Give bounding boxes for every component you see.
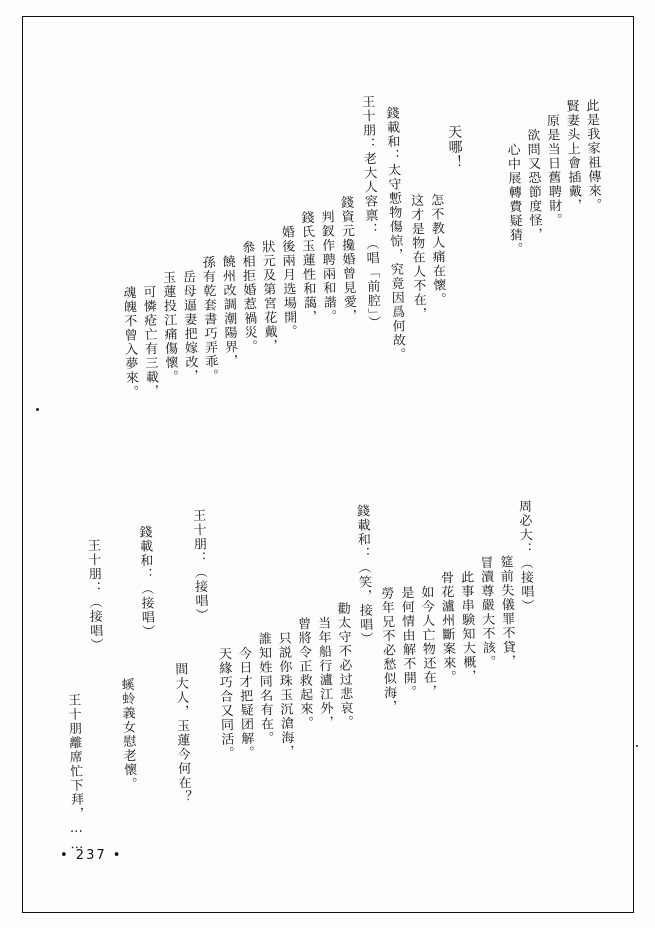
speaker-name: 王十朋： bbox=[189, 508, 207, 566]
speaker-name: 周必大： bbox=[515, 499, 533, 557]
speaker-text: （接唱） bbox=[86, 595, 103, 653]
verse-line: 是何情由解不開。 bbox=[398, 585, 417, 700]
verse-line: 心中展轉費疑猜。 bbox=[504, 142, 523, 257]
verse-line: 欲問又恐節度怪， bbox=[524, 128, 543, 243]
speaker-text: 太守慙物傷惊，究竟因爲何故。 bbox=[384, 162, 406, 362]
verse-line: 勞年兄不必愁似海， bbox=[378, 586, 397, 715]
verse-line: 饒州改調潮陽界， bbox=[219, 254, 238, 369]
verse-line: 可憐疮亡有三載， bbox=[140, 284, 159, 399]
page-number: • 237 • bbox=[60, 848, 123, 863]
verse-line: 錢資元攙婚曾見愛， bbox=[337, 195, 357, 324]
verse-line: 螇蛉義女慰老懷。 bbox=[118, 677, 137, 792]
speaker-line bbox=[85, 538, 102, 652]
verse-line: 狀元及第宮花戴， bbox=[259, 239, 278, 354]
speaker-text: 老大人容禀：（唱「前腔」） bbox=[360, 151, 381, 330]
verse-line: 錢氏玉蓮性和藹， bbox=[298, 210, 317, 325]
verse-line: 間大人，玉蓮今何在？ bbox=[172, 661, 192, 805]
verse-line: 天緣巧合又同活。 bbox=[215, 646, 234, 761]
verse-line: 这才是物在人不在， bbox=[407, 193, 427, 322]
speaker-text: （笑，接唱） bbox=[355, 560, 373, 647]
verse-line: 筵前失儀罪不貸， bbox=[497, 554, 516, 669]
speaker-name: 錢載和： bbox=[353, 503, 371, 562]
verse-line: 勸太守不必过悲哀。 bbox=[334, 601, 354, 730]
speaker-name: 王十朋： bbox=[359, 94, 376, 152]
verse-line: 叅相拒婚惹禍災。 bbox=[239, 240, 258, 355]
verse-line: 只説你珠玉沉滄海， bbox=[275, 631, 294, 760]
exclamation-line: 天哪！ bbox=[445, 124, 464, 171]
verse-line: 婚後兩月选場開。 bbox=[278, 225, 297, 339]
verse-line: 曾將令正救起來。 bbox=[294, 616, 314, 731]
verse-line: 岳母逼妻把嫁改， bbox=[179, 269, 199, 384]
verse-line: 賢妻头上會插戴， bbox=[563, 99, 582, 213]
verse-line: 今日才把疑团解。 bbox=[235, 646, 254, 761]
speaker-text: （接唱） bbox=[137, 581, 155, 639]
speaker-line bbox=[137, 525, 154, 639]
verse-line: 原是当日舊聘財。 bbox=[543, 113, 562, 228]
speaker-text: （接唱） bbox=[517, 556, 534, 614]
verse-line: 骨花瀘州斷案來。 bbox=[437, 570, 456, 685]
verse-line: 誰知姓同名有在。 bbox=[255, 631, 274, 746]
speaker-name: 王十朋： bbox=[84, 538, 102, 596]
verse-line: 此事串験知大概， bbox=[457, 569, 476, 684]
verse-line: 此是我家祖傳來。 bbox=[583, 98, 602, 213]
verse-line: 王十朋離席忙下拜，…… bbox=[65, 693, 85, 854]
verse-line: 玉蓮投江痛傷懷。 bbox=[159, 270, 179, 385]
speaker-text: （接唱） bbox=[191, 565, 209, 623]
verse-line: 如今人亡物还在， bbox=[418, 585, 437, 700]
verse-line: 冒瀆尊嚴大不該。 bbox=[477, 555, 496, 670]
speaker-line bbox=[516, 499, 533, 613]
speaker-name: 錢載和： bbox=[136, 524, 153, 583]
verse-line: 当年船行瀘江外， bbox=[314, 615, 334, 730]
verse-line: 怎不教人痛在懷。 bbox=[427, 192, 446, 307]
verse-line: 孫有乾套書巧弄乖。 bbox=[199, 255, 219, 384]
verse-line: 判釵作聘兩和諧。 bbox=[318, 209, 337, 324]
verse-line: 魂魄不曾入夢來。 bbox=[120, 285, 139, 400]
speaker-name: 錢載和： bbox=[383, 106, 400, 164]
speaker-line bbox=[354, 504, 372, 646]
speaker-line bbox=[190, 508, 207, 622]
